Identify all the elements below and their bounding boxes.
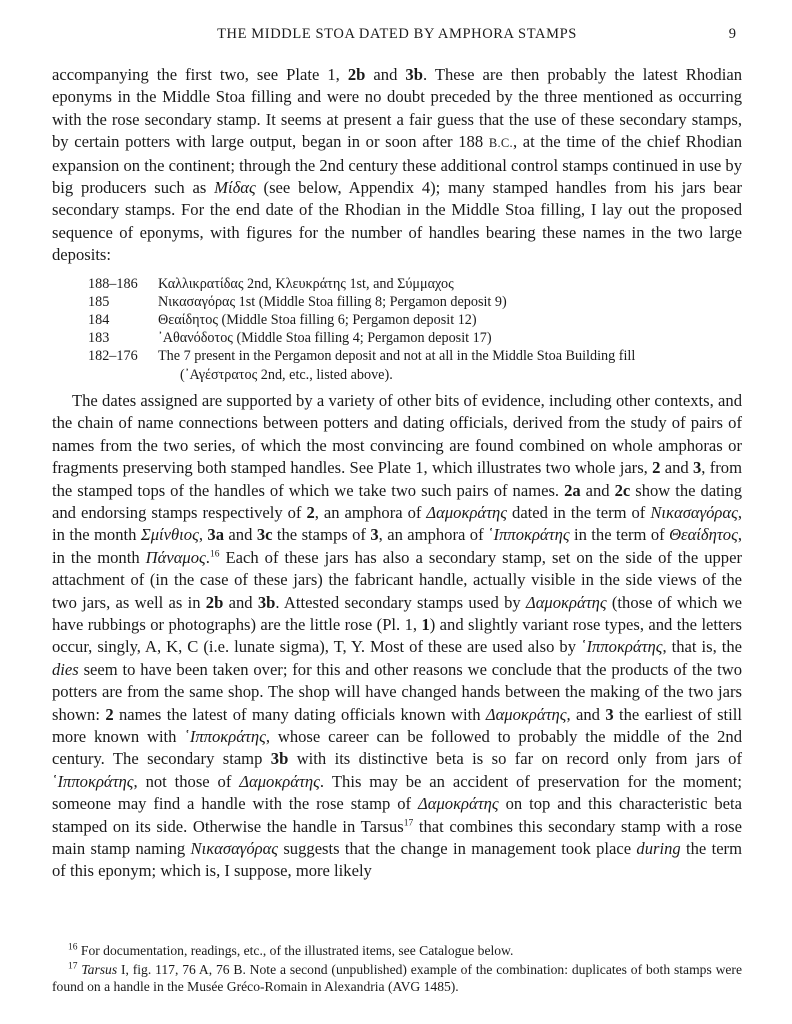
stamp-ref: 3b [257,592,276,612]
footnote-17 [52,961,742,996]
text-run: the earliest of still more known with [52,704,742,746]
text-run: , in the month [52,502,742,545]
text-run: , whose career can be followed to probably the middle of the 2nd century. The secondary stamp [52,726,742,769]
stamp-ref: 2c [614,480,631,500]
eponym-text: Θεαίδητος (Middle Stoa filling 6; Pergamon deposit 12) [158,312,477,329]
text-run: in the term of [569,525,670,545]
eponym-date: 184 [88,312,110,329]
eponym-date: 182–176 [88,348,138,365]
page-number: 9 [728,26,736,42]
running-head [52,26,742,46]
emphasis: during [636,839,681,858]
text-run: , from the stamped tops of the handles of which we take two such pairs of names. [52,458,742,500]
text-run: Each of these jars has also a secondary stamp, set on the side of the upper attachment of (in the case of these jars) the fabricant handle, actually visible in the side views of the two jars, as well as in [52,547,742,612]
text-run: , at the time of the chief Rhodian expansion on the continent; through the 2nd century these additional control stamps continued in use by big producers such as [52,132,742,198]
footnote-number: 16 [68,942,78,953]
text-run: , an amphora of [314,502,427,522]
text-run: dated in the term of [507,502,651,522]
emphasis: dies [52,659,79,679]
greek-name: Δαμοκράτης [525,592,607,612]
text-run: , that is, the [662,637,742,657]
eponym-text [158,347,742,383]
text-run: , [198,525,208,545]
text-run: (those of which we have rubbings or photographs) are the little rose (Pl. 1, [52,592,743,634]
footnote-number: 17 [68,960,78,971]
eponym-row [88,329,742,347]
eponym-text: Νικασαγόρας 1st (Middle Stoa filling 8; Pergamon deposit 9) [158,293,507,310]
greek-name: Νικασαγόρας [190,839,279,858]
greek-name: Πάναμος [145,547,206,567]
text-run: that combines this secondary stamp with a rose main stamp naming [52,816,742,858]
stamp-ref: 2a [564,480,581,500]
stamp-ref: 2b [205,592,224,612]
jar-ref: 2 [306,502,315,522]
text-run: accompanying the first two, see Plate 1, [52,65,348,84]
greek-name: Μίδας [214,178,256,198]
eponym-list [88,275,742,384]
greek-name: Δαμοκράτης [485,704,567,724]
stamp-ref: 3c [256,525,273,545]
text-run: The dates assigned are supported by a variety of other bits of evidence, including other contexts, and the chain of name connections between potters and dating officials, derived from the study of pairs of names from the two series, of which the most convincing are found combined on whole amphoras or fragments preserving both stamped handles. See Plate 1, which illustrates two whole jars, [52,390,742,478]
text-run: with its distinctive beta is so far on record only from jars of [288,749,743,769]
footnote-16 [52,942,742,960]
text-run: , an amphora of [378,525,489,545]
jar-ref: 3 [692,458,702,478]
stamp-ref: 3a [207,525,224,545]
text-run: on top and this characteristic beta stamped on its side. Otherwise the handle in Tarsus [52,794,742,836]
jar-ref: 2 [105,704,114,724]
eponym-row [88,347,742,383]
paragraph-2 [52,390,742,883]
eponym-text: ᾿Αθανόδοτος (Middle Stoa filling 4; Pergamon deposit 17) [158,330,492,347]
jar-ref: 2 [652,458,661,478]
text-run: . [205,547,210,567]
footnote-text: I, fig. 117, 76 A, 76 B. Note a second (unpublished) example of the combination: duplicates of both stamps were found on a handle in the Musée Gréco-Romain in Alexandria (AVG 1485). [52,961,742,994]
text-run: (see below, Appendix 4); many stamped handles from his jars bear secondary stamps. For the end date of the Rhodian in the Middle Stoa filling, I lay out the proposed sequence of eponyms, with figures for the number of handles bearing these names in the two large deposits: [52,178,742,265]
plate-ref: 2b [347,65,366,84]
body-text [52,64,742,883]
footnotes [52,942,742,997]
text-run: , and [566,704,606,724]
text-run: and [224,525,257,545]
greek-name: Νικασαγόρας [650,502,738,522]
text-run: the stamps of [272,525,371,545]
text-run: and [580,480,615,500]
stamp-ref: 3b [270,749,289,769]
eponym-date: 188–186 [88,275,138,292]
greek-name: ῾Ιπποκράτης [184,726,266,746]
greek-name: Δαμοκράτης [239,771,320,791]
greek-name: Δαμοκράτης [418,794,499,814]
text-run: . Attested secondary stamps used by [275,592,526,612]
jar-ref: 3 [370,525,379,545]
greek-name: Σμίνθιος [140,525,199,545]
text-run: and [223,592,258,612]
footnote-marker: 17 [403,818,414,829]
text-run: suggests that the change in management took place [278,839,637,858]
jar-ref: 3 [605,704,614,724]
greek-name: ῾Ιπποκράτης [52,771,134,791]
text-run: seem to have been taken over; for this and other reasons we conclude that the products of the two potters are from the same shop. The shop will have changed hands between the making of the two jars shown: [52,659,742,724]
text-run: and [660,458,693,478]
eponym-text-line: The 7 present in the Pergamon deposit and not at all in the Middle Stoa Building fill [158,348,636,365]
paragraph-1 [52,64,742,267]
plate-ref: 3b [405,65,423,84]
text-run: the term of this eponym; which is, I suppose, more likely [52,839,742,881]
eponym-date: 183 [88,330,110,347]
text-run: , not those of [133,771,240,791]
greek-name: ῾Ιπποκράτης [488,525,570,545]
eponym-text: Καλλικρατίδας 2nd, Κλευκράτης 1st, and Σύμμαχος [158,275,454,292]
footnote-title: Tarsus [81,961,118,977]
greek-name: Θεαίδητος [669,525,738,545]
plate-ref: 1 [421,614,430,634]
era-abbrev: B.C. [488,136,513,151]
running-title: THE MIDDLE STOA DATED BY AMPHORA STAMPS [217,26,577,42]
eponym-row [88,275,742,293]
text-run: . These are then probably the latest Rhodian eponyms in the Middle Stoa filling and were no doubt preceded by the three mentioned as occurring with the rose secondary stamp. It seems at present a fair guess that the use of these secondary stamps, by certain potters with large output, began in or soon after 188 [52,65,742,152]
footnote-marker: 16 [209,549,220,560]
text-run: show the dating and endorsing stamps respectively of [52,480,742,522]
eponym-text-continuation: (᾿Αγέστρατος 2nd, etc., listed above). [180,366,393,383]
eponym-date: 185 [88,293,110,310]
text-run: ) and slightly variant rose types, and the letters occur, singly, A, K, C (i.e. lunate sigma), T, Y. Most of these are used also by [52,614,742,657]
text-run: , in the month [52,525,742,567]
footnote-text: For documentation, readings, etc., of the illustrated items, see Catalogue below. [77,943,514,958]
text-run: names the latest of many dating officials known with [113,704,486,724]
greek-name: ῾Ιπποκράτης [580,637,663,657]
text-run: and [365,65,406,84]
greek-name: Δαμοκράτης [426,502,508,522]
text-run: . This may be an accident of preservation for the moment; someone may find a handle with the rose stamp of [52,771,742,814]
eponym-row [88,293,742,311]
eponym-row [88,311,742,329]
